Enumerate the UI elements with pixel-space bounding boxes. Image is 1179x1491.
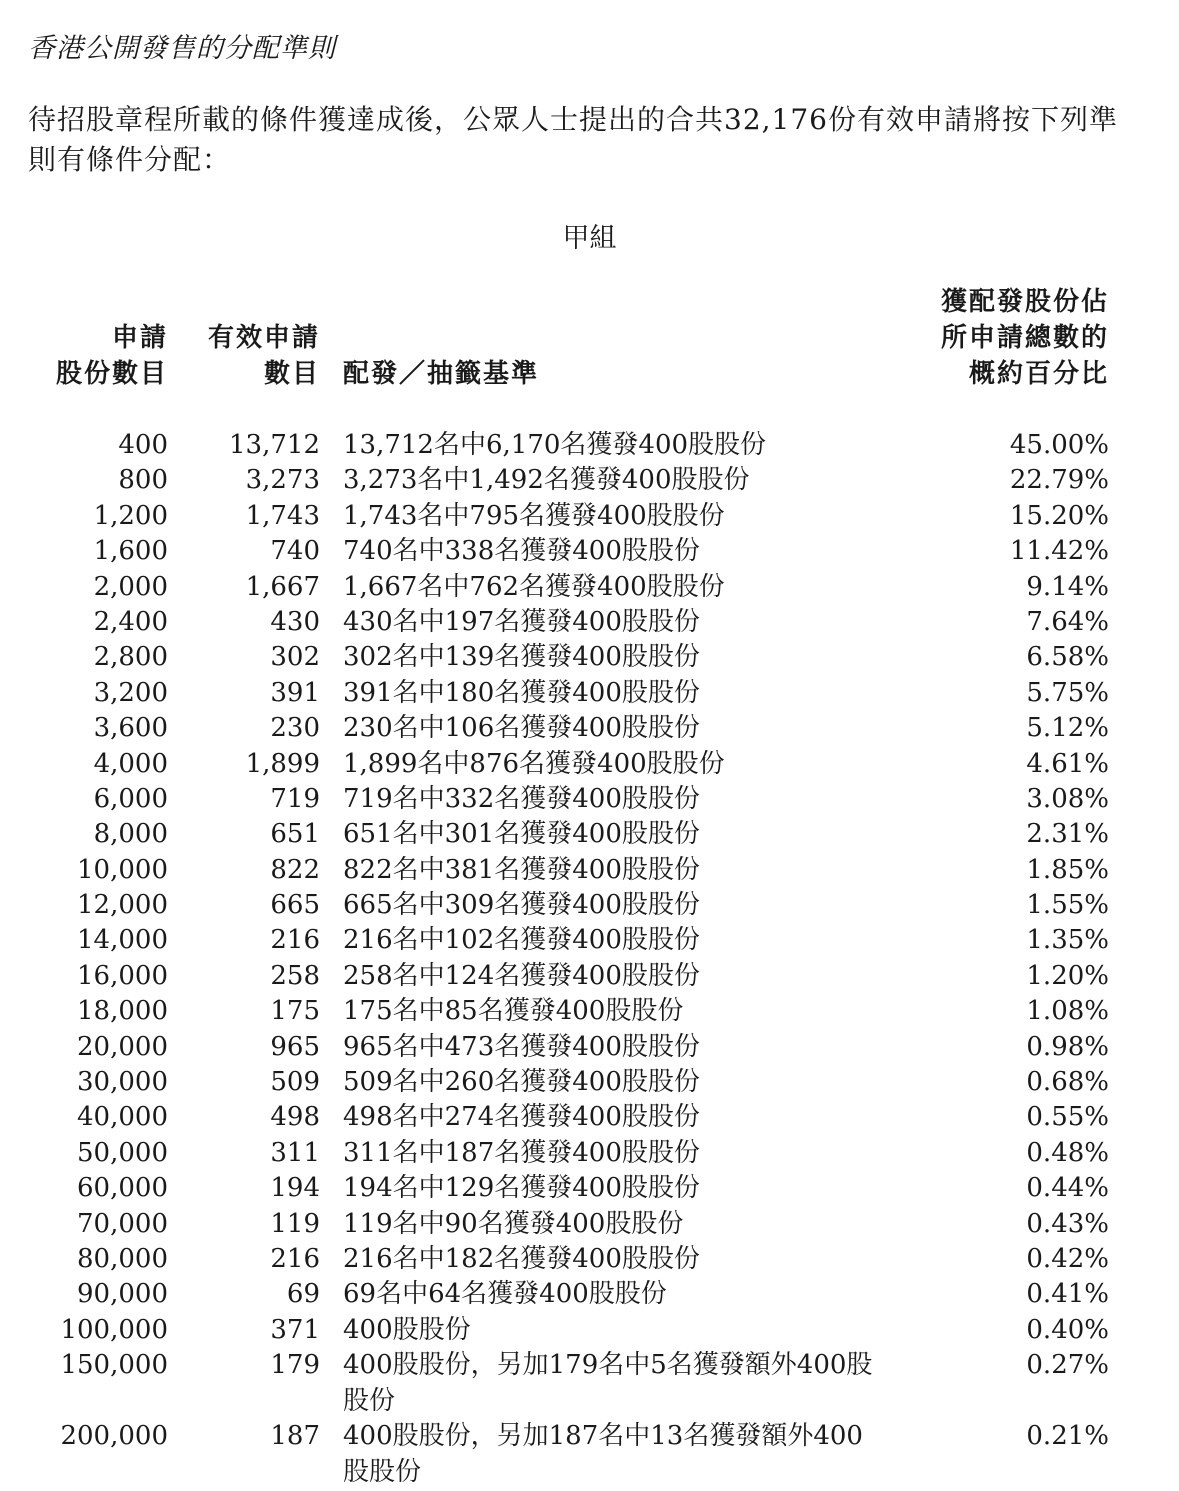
- shares-cell: 2,000: [93, 571, 168, 602]
- applications-cell: 740: [270, 536, 320, 567]
- percentage-cell: 45.00%: [1009, 430, 1109, 460]
- table-row: [0, 888, 1179, 923]
- basis-cell: 498名中274名獲發400股股份: [343, 1102, 700, 1133]
- table-row: [0, 1242, 1179, 1277]
- percentage-cell: 0.40%: [1026, 1314, 1109, 1345]
- applications-cell: 187: [270, 1421, 320, 1452]
- table-row: [0, 605, 1179, 640]
- applications-cell: 3,273: [245, 465, 320, 496]
- basis-cell: 311名中187名獲發400股股份: [343, 1137, 700, 1168]
- shares-cell: 200,000: [60, 1421, 168, 1452]
- basis-cell: 258名中124名獲發400股股份: [343, 960, 700, 991]
- basis-cell: 965名中473名獲發400股股份: [343, 1031, 700, 1062]
- table-row: [0, 1313, 1179, 1348]
- header-line: 股份數目: [55, 359, 168, 389]
- percentage-cell: 0.41%: [1026, 1279, 1109, 1310]
- shares-cell: 150,000: [60, 1350, 168, 1381]
- percentage-cell: 1.35%: [1026, 925, 1109, 956]
- applications-cell: 509: [270, 1067, 320, 1098]
- table-row: [0, 923, 1179, 958]
- table-row: [0, 428, 1179, 463]
- table-row: [0, 463, 1179, 498]
- shares-cell: 30,000: [77, 1067, 168, 1098]
- shares-cell: 400: [118, 430, 168, 460]
- shares-cell: 40,000: [77, 1102, 168, 1133]
- applications-cell: 651: [270, 819, 320, 850]
- applications-cell: 498: [270, 1102, 320, 1133]
- basis-cell: 400股股份，另加179名中5名獲發額外400股股份: [343, 1350, 873, 1416]
- percentage-cell: 0.48%: [1026, 1137, 1109, 1168]
- header-allocation-basis: 配發／抽籤基準: [343, 359, 540, 389]
- table-row: [0, 1277, 1179, 1312]
- shares-cell: 18,000: [77, 996, 168, 1027]
- basis-cell: 302名中139名獲發400股股份: [343, 642, 700, 673]
- percentage-cell: 1.55%: [1026, 890, 1109, 921]
- shares-cell: 4,000: [93, 748, 168, 779]
- basis-cell: 391名中180名獲發400股股份: [343, 677, 700, 708]
- applications-cell: 665: [270, 890, 320, 921]
- shares-cell: 70,000: [77, 1208, 168, 1239]
- table-row: [0, 1348, 1179, 1419]
- table-row: [0, 640, 1179, 675]
- basis-cell: 665名中309名獲發400股股份: [343, 890, 700, 921]
- percentage-cell: 6.58%: [1026, 642, 1109, 673]
- applications-cell: 371: [270, 1314, 320, 1345]
- intro-paragraph: 待招股章程所載的條件獲達成後，公眾人士提出的合共32,176份有效申請將按下列準則有條件分配：: [28, 103, 1118, 176]
- table-row: [0, 994, 1179, 1029]
- percentage-cell: 0.42%: [1026, 1243, 1109, 1274]
- basis-cell: 400股股份，另加187名中13名獲發額外400股股份: [343, 1421, 863, 1487]
- header-line: 獲配發股份佔: [940, 287, 1109, 317]
- shares-cell: 14,000: [77, 925, 168, 956]
- percentage-cell: 15.20%: [1009, 500, 1109, 531]
- percentage-cell: 5.12%: [1026, 713, 1109, 744]
- applications-cell: 216: [270, 1243, 320, 1274]
- percentage-cell: 1.20%: [1026, 960, 1109, 991]
- applications-cell: 302: [270, 642, 320, 673]
- basis-cell: 3,273名中1,492名獲發400股股份: [343, 465, 750, 496]
- percentage-cell: 22.79%: [1009, 465, 1109, 496]
- applications-cell: 119: [270, 1208, 320, 1239]
- table-row: [0, 959, 1179, 994]
- table-row: [0, 747, 1179, 782]
- shares-cell: 16,000: [77, 960, 168, 991]
- applications-cell: 179: [270, 1350, 320, 1381]
- shares-cell: 2,800: [93, 642, 168, 673]
- shares-cell: 10,000: [77, 854, 168, 885]
- applications-cell: 430: [270, 606, 320, 637]
- table-row: [0, 1030, 1179, 1065]
- table-row: [0, 1207, 1179, 1242]
- applications-cell: 194: [270, 1173, 320, 1204]
- shares-cell: 50,000: [77, 1137, 168, 1168]
- applications-cell: 719: [270, 783, 320, 814]
- applications-cell: 391: [270, 677, 320, 708]
- header-line: 數目: [263, 359, 320, 389]
- applications-cell: 69: [286, 1279, 320, 1310]
- group-heading: 甲組: [562, 223, 617, 254]
- basis-cell: 194名中129名獲發400股股份: [343, 1173, 700, 1204]
- basis-cell: 719名中332名獲發400股股份: [343, 783, 700, 814]
- percentage-cell: 0.98%: [1026, 1031, 1109, 1062]
- percentage-cell: 1.08%: [1026, 996, 1109, 1027]
- basis-cell: 1,899名中876名獲發400股股份: [343, 748, 725, 779]
- table-row: [0, 499, 1179, 534]
- percentage-cell: 2.31%: [1026, 819, 1109, 850]
- applications-cell: 311: [270, 1137, 320, 1168]
- applications-cell: 230: [270, 713, 320, 744]
- percentage-cell: 7.64%: [1026, 606, 1109, 637]
- table-row: [0, 1065, 1179, 1100]
- header-line: 概約百分比: [968, 359, 1109, 389]
- shares-cell: 20,000: [77, 1031, 168, 1062]
- shares-cell: 8,000: [93, 819, 168, 850]
- basis-cell: 822名中381名獲發400股股份: [343, 854, 700, 885]
- percentage-cell: 0.21%: [1026, 1421, 1109, 1452]
- applications-cell: 1,899: [245, 748, 320, 779]
- header-line: 所申請總數的: [940, 323, 1109, 353]
- allocation-table: [0, 428, 1179, 1490]
- table-row: [0, 1136, 1179, 1171]
- percentage-cell: 5.75%: [1026, 677, 1109, 708]
- percentage-cell: 9.14%: [1026, 571, 1109, 602]
- shares-cell: 12,000: [77, 890, 168, 921]
- header-percentage: [849, 284, 1109, 392]
- table-row: [0, 817, 1179, 852]
- basis-cell: 119名中90名獲發400股股份: [343, 1208, 684, 1239]
- table-row: [0, 534, 1179, 569]
- basis-cell: 400股股份: [343, 1314, 471, 1345]
- table-row: [0, 570, 1179, 605]
- percentage-cell: 4.61%: [1026, 748, 1109, 779]
- percentage-cell: 0.68%: [1026, 1067, 1109, 1098]
- shares-cell: 2,400: [93, 606, 168, 637]
- table-row: [0, 711, 1179, 746]
- basis-cell: 740名中338名獲發400股股份: [343, 536, 700, 567]
- table-row: [0, 1100, 1179, 1135]
- percentage-cell: 0.44%: [1026, 1173, 1109, 1204]
- shares-cell: 3,600: [93, 713, 168, 744]
- page-title: 香港公開發售的分配準則: [28, 33, 336, 64]
- applications-cell: 216: [270, 925, 320, 956]
- applications-cell: 822: [270, 854, 320, 885]
- percentage-cell: 0.55%: [1026, 1102, 1109, 1133]
- shares-cell: 3,200: [93, 677, 168, 708]
- basis-cell: 69名中64名獲發400股股份: [343, 1279, 667, 1310]
- header-valid-applications: [120, 320, 320, 392]
- shares-cell: 6,000: [93, 783, 168, 814]
- applications-cell: 1,743: [245, 500, 320, 531]
- shares-cell: 100,000: [60, 1314, 168, 1345]
- header-line: 有效申請: [207, 323, 320, 353]
- table-row: [0, 853, 1179, 888]
- applications-cell: 965: [270, 1031, 320, 1062]
- shares-cell: 90,000: [77, 1279, 168, 1310]
- percentage-cell: 0.27%: [1026, 1350, 1109, 1381]
- basis-cell: 13,712名中6,170名獲發400股股份: [343, 430, 767, 460]
- shares-cell: 60,000: [77, 1173, 168, 1204]
- header-line: 申請: [111, 323, 168, 353]
- basis-cell: 509名中260名獲發400股股份: [343, 1067, 700, 1098]
- percentage-cell: 1.85%: [1026, 854, 1109, 885]
- table-row: [0, 782, 1179, 817]
- shares-cell: 80,000: [77, 1243, 168, 1274]
- shares-cell: 1,200: [93, 500, 168, 531]
- table-row: [0, 676, 1179, 711]
- basis-cell: 230名中106名獲發400股股份: [343, 713, 700, 744]
- shares-cell: 800: [118, 465, 168, 496]
- basis-cell: 651名中301名獲發400股股份: [343, 819, 700, 850]
- basis-cell: 1,743名中795名獲發400股股份: [343, 500, 725, 531]
- basis-cell: 175名中85名獲發400股股份: [343, 996, 684, 1027]
- percentage-cell: 0.43%: [1026, 1208, 1109, 1239]
- basis-cell: 216名中182名獲發400股股份: [343, 1243, 700, 1274]
- table-row: [0, 1419, 1179, 1490]
- percentage-cell: 11.42%: [1009, 536, 1109, 567]
- applications-cell: 175: [270, 996, 320, 1027]
- basis-cell: 216名中102名獲發400股股份: [343, 925, 700, 956]
- applications-cell: 1,667: [245, 571, 320, 602]
- basis-cell: 430名中197名獲發400股股份: [343, 606, 700, 637]
- shares-cell: 1,600: [93, 536, 168, 567]
- applications-cell: 258: [270, 960, 320, 991]
- table-row: [0, 1171, 1179, 1206]
- applications-cell: 13,712: [229, 430, 320, 460]
- basis-cell: 1,667名中762名獲發400股股份: [343, 571, 725, 602]
- percentage-cell: 3.08%: [1026, 783, 1109, 814]
